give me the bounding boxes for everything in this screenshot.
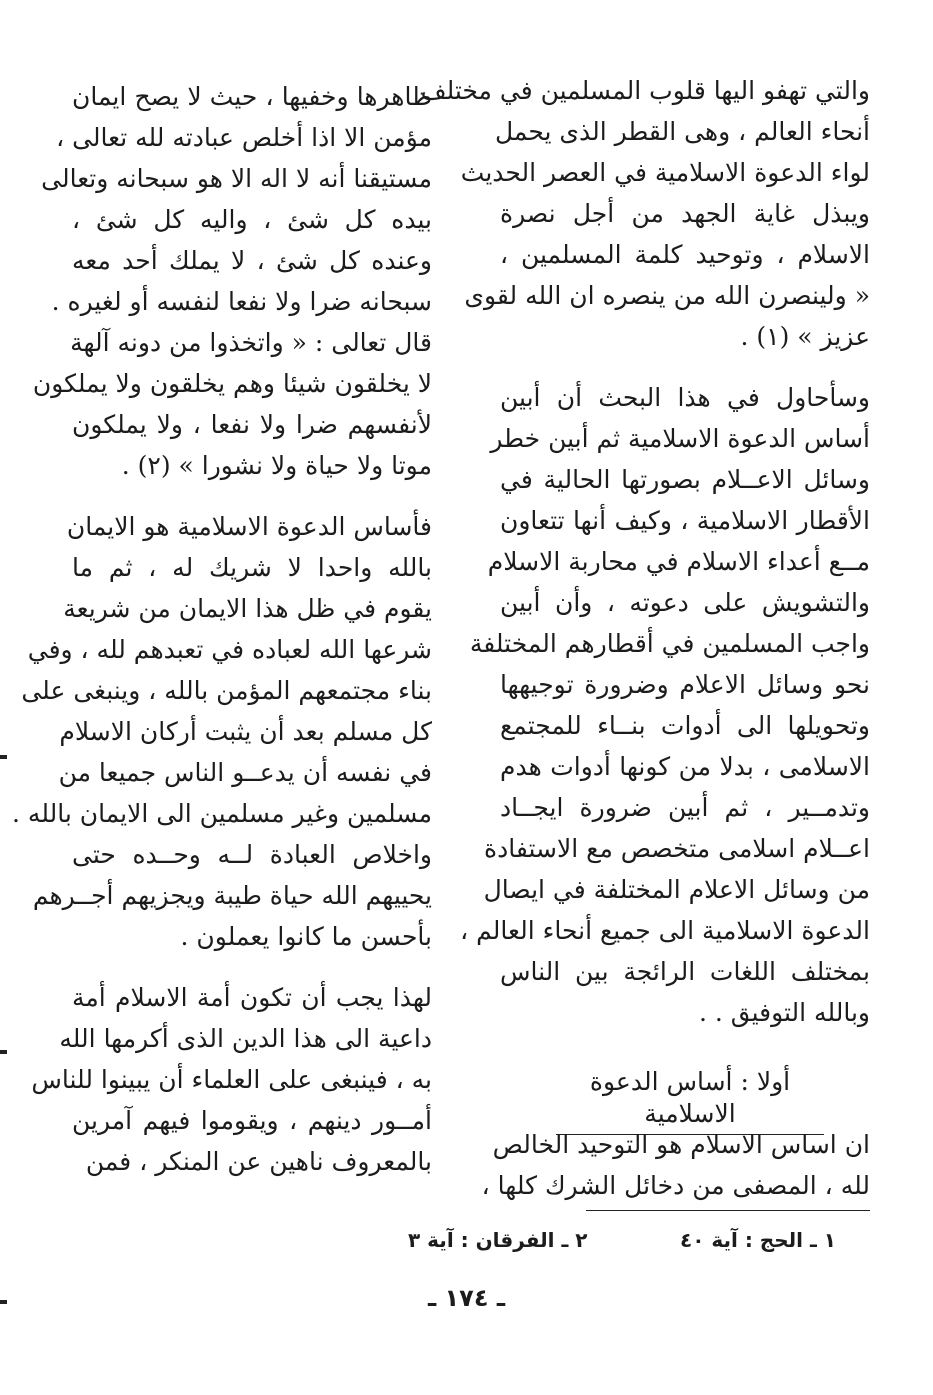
- text-line: في نفسه أن يدعــو الناس جميعا من: [58, 758, 432, 787]
- text-line: اعــلام اسلامى متخصص مع الاستفادة: [484, 834, 870, 863]
- text-line: لا يخلقون شيئا وهم يخلقون ولا يملكون: [32, 369, 432, 398]
- text-line: أساس الدعوة الاسلامية ثم أبين خطر: [490, 424, 870, 453]
- paragraph: [420, 70, 870, 357]
- text-line: بالله واحدا لا شريك له ، ثم ما: [72, 553, 432, 582]
- text-line: عزيز » (١) .: [740, 322, 870, 351]
- text-line: الاسلامى ، بدلا من كونها أدوات هدم: [500, 752, 870, 781]
- text-line: لله ، المصفى من دخائل الشرك كلها ،: [481, 1171, 870, 1200]
- text-line: مسلمين وغير مسلمين الى الايمان بالله .: [12, 799, 432, 828]
- text-line: أنحاء العالم ، وهى القطر الذى يحمل: [495, 117, 870, 146]
- text-line: به ، فينبغى على العلماء أن يبينوا للناس: [31, 1065, 432, 1094]
- text-line: وسائل الاعــلام بصورتها الحالية في: [500, 465, 870, 494]
- text-line: ويبذل غاية الجهد من أجل نصرة: [500, 199, 870, 228]
- paragraph: [31, 977, 432, 1182]
- scan-mark: [0, 1300, 7, 1304]
- paragraph: [12, 506, 432, 957]
- text-line: من وسائل الاعلام المختلفة في ايصال: [483, 875, 870, 904]
- text-line: مــع أعداء الاسلام في محاربة الاسلام: [487, 547, 870, 576]
- right-column: [420, 70, 870, 1053]
- text-line: الدعوة الاسلامية الى جميع أنحاء العالم ،: [460, 916, 870, 945]
- text-line: وبالله التوفيق . .: [698, 998, 870, 1027]
- text-line: « ولينصرن الله من ينصره ان الله لقوى: [464, 281, 870, 310]
- text-line: قال تعالى : « واتخذوا من دونه آلهة: [70, 328, 432, 357]
- page-number: ـ ١٧٤ ـ: [427, 1284, 506, 1312]
- text-line: بمختلف اللغات الرائجة بين الناس: [500, 957, 870, 986]
- text-line: بأحسن ما كانوا يعملون .: [180, 922, 432, 951]
- footnote-2: ٢ ـ الفرقان : آية ٣: [408, 1228, 588, 1252]
- scan-mark: [0, 755, 7, 759]
- section-heading: أولا : أساس الدعوة الاسلامية: [556, 1066, 824, 1135]
- text-line: شرعها الله لعباده في تعبدهم لله ، وفي: [27, 635, 432, 664]
- footnote-1: ١ ـ الحج : آية ٤٠: [680, 1228, 836, 1252]
- text-line: سبحانه ضرا ولا نفعا لنفسه أو لغيره .: [51, 287, 432, 316]
- text-line: وسأحاول في هذا البحث أن أبين: [500, 383, 870, 412]
- text-line: كل مسلم بعد أن يثبت أركان الاسلام: [59, 717, 432, 746]
- text-line: بناء مجتمعهم المؤمن بالله ، وينبغى على: [21, 676, 432, 705]
- text-line: وعنده كل شئ ، لا يملك أحد معه: [72, 246, 432, 275]
- paragraph: [481, 1124, 870, 1206]
- text-line: والتي تهفو اليها قلوب المسلمين في مختلف: [420, 76, 870, 105]
- paragraph: [460, 377, 870, 1033]
- text-line: مؤمن الا اذا أخلص عبادته لله تعالى ،: [56, 123, 432, 152]
- text-line: مستيقنا أنه لا اله الا هو سبحانه وتعالى: [41, 164, 432, 193]
- footnote-separator: [586, 1210, 870, 1211]
- text-line: نحو وسائل الاعلام وضرورة توجيهها: [500, 670, 870, 699]
- scan-mark: [0, 1050, 7, 1054]
- text-line: ظاهرها وخفيها ، حيث لا يصح ايمان: [72, 82, 432, 111]
- text-line: وتدمــير ، ثم أبين ضرورة ايجــاد: [500, 793, 870, 822]
- text-line: الأقطار الاسلامية ، وكيف أنها تتعاون: [500, 506, 870, 535]
- text-line: الاسلام ، وتوحيد كلمة المسلمين ،: [500, 240, 870, 269]
- text-line: فأساس الدعوة الاسلامية هو الايمان: [66, 512, 432, 541]
- text-line: يحييهم الله حياة طيبة ويجزيهم أجــرهم: [32, 881, 432, 910]
- text-line: واخلاص العبادة لــه وحــده حتى: [72, 840, 432, 869]
- text-line: أمــور دينهم ، ويقوموا فيهم آمرين: [72, 1106, 432, 1135]
- text-line: ان اساس الاسلام هو التوحيد الخالص: [492, 1130, 870, 1159]
- text-line: لأنفسهم ضرا ولا نفعا ، ولا يملكون: [72, 410, 432, 439]
- text-line: والتشويش على دعوته ، وأن أبين: [500, 588, 870, 617]
- text-line: لواء الدعوة الاسلامية في العصر الحديث: [460, 158, 870, 187]
- text-line: بيده كل شئ ، واليه كل شئ ،: [72, 205, 432, 234]
- text-line: يقوم في ظل هذا الايمان من شريعة: [63, 594, 432, 623]
- text-line: داعية الى هذا الدين الذى أكرمها الله: [59, 1024, 432, 1053]
- left-column: [12, 76, 432, 1202]
- text-line: وتحويلها الى أدوات بنــاء للمجتمع: [500, 711, 870, 740]
- text-line: موتا ولا حياة ولا نشورا » (٢) .: [121, 451, 432, 480]
- paragraph: [32, 76, 432, 486]
- text-line: واجب المسلمين في أقطارهم المختلفة: [469, 629, 870, 658]
- text-line: بالمعروف ناهين عن المنكر ، فمن: [85, 1147, 432, 1176]
- text-line: لهذا يجب أن تكون أمة الاسلام أمة: [72, 983, 432, 1012]
